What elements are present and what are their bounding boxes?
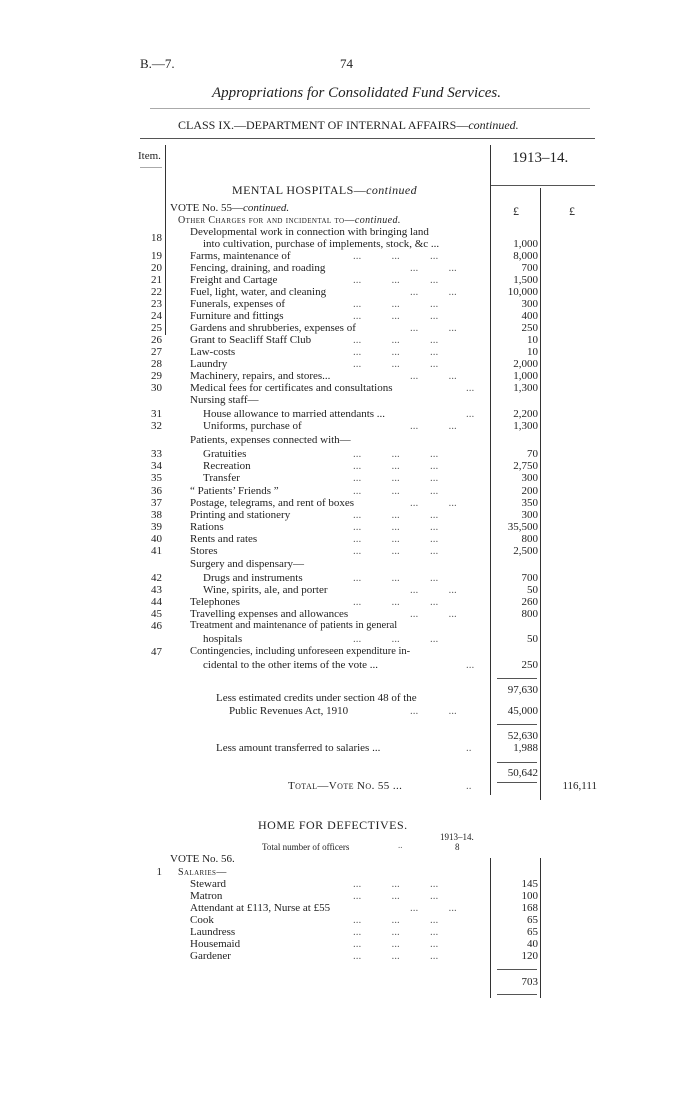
item-amount: 2,500 bbox=[513, 545, 538, 557]
item-description: Freight and Cartage bbox=[190, 274, 278, 286]
vote-56-heading: VOTE No. 56. bbox=[170, 853, 235, 865]
subtotal-rule bbox=[497, 678, 537, 679]
leader-dots: .. bbox=[398, 840, 403, 850]
item-number: 24 bbox=[151, 310, 162, 322]
page-number: 74 bbox=[340, 56, 353, 71]
item-number: 39 bbox=[151, 521, 162, 533]
total-vote-55-amount: 116,111 bbox=[562, 780, 597, 792]
leader-dots: ... ... ... bbox=[353, 310, 439, 322]
item-number: 25 bbox=[151, 322, 162, 334]
item-number: 34 bbox=[151, 460, 162, 472]
leader-dots: ... ... ... bbox=[353, 533, 439, 545]
item-description: Contingencies, including unforeseen expenditure in- bbox=[190, 646, 411, 657]
salary-row-label: Matron bbox=[190, 890, 223, 902]
item-description: Travelling expenses and allowances bbox=[190, 608, 349, 620]
item-number: 37 bbox=[151, 497, 162, 509]
item-number: 43 bbox=[151, 584, 162, 596]
item-amount: 1,000 bbox=[513, 238, 538, 250]
leader-dots: ... ... ... bbox=[353, 878, 439, 890]
less-credits-label: Less estimated credits under section 48 of the bbox=[216, 692, 417, 704]
item-number: 1 bbox=[156, 866, 162, 878]
item-number: 33 bbox=[151, 448, 162, 460]
item-amount: 8,000 bbox=[513, 250, 538, 262]
leader-dots: ... ... ... bbox=[353, 448, 439, 460]
item-amount: 10 bbox=[527, 334, 538, 346]
subtotal-rule bbox=[497, 724, 537, 725]
item-number: 41 bbox=[151, 545, 162, 557]
leader-dots: .. bbox=[466, 780, 472, 792]
item-description: Rents and rates bbox=[190, 533, 258, 545]
salary-row-label: Housemaid bbox=[190, 938, 241, 950]
item-amount: 700 bbox=[521, 262, 538, 274]
item-description-cont: into cultivation, purchase of implements, stock, &c ... bbox=[203, 238, 440, 250]
salaries-total: 703 bbox=[521, 976, 538, 988]
item-description: Rations bbox=[190, 521, 224, 533]
subheading-patients: Patients, expenses connected with— bbox=[190, 434, 351, 446]
item-amount: 10 bbox=[527, 346, 538, 358]
item-number: 46 bbox=[151, 620, 162, 632]
officers-label: Total number of officers bbox=[262, 842, 350, 852]
year-column-header: 1913–14. bbox=[512, 150, 569, 166]
leader-dots: ... ... ... bbox=[353, 334, 439, 346]
officers-count: 8 bbox=[455, 842, 460, 852]
item-number: 28 bbox=[151, 358, 162, 370]
subtotal-rule bbox=[497, 994, 537, 995]
vote-55-heading: VOTE No. 55—continued. bbox=[170, 202, 290, 214]
item-number: 30 bbox=[151, 382, 162, 394]
item-number: 29 bbox=[151, 370, 162, 382]
header-rule bbox=[140, 138, 595, 139]
item-number: 45 bbox=[151, 608, 162, 620]
leader-dots: ... ... bbox=[410, 420, 457, 432]
subheading-nursing-staff: Nursing staff— bbox=[190, 394, 259, 406]
leader-dots: ... ... ... bbox=[353, 485, 439, 497]
page-title: Appropriations for Consolidated Fund Services. bbox=[212, 85, 502, 101]
item-description: Machinery, repairs, and stores... bbox=[190, 370, 331, 382]
item-description: Telephones bbox=[190, 596, 240, 608]
item-number: 36 bbox=[151, 485, 162, 497]
item-description: “ Patients’ Friends ” bbox=[190, 485, 279, 497]
leader-dots: ... ... ... bbox=[353, 250, 439, 262]
section-heading-home-for-defectives: HOME FOR DEFECTIVES. bbox=[258, 818, 408, 832]
leader-dots: ... ... ... bbox=[353, 914, 439, 926]
item-number: 26 bbox=[151, 334, 162, 346]
amount-column-divider bbox=[540, 858, 541, 998]
leader-dots: ... ... ... bbox=[353, 633, 439, 645]
leader-dots: ... bbox=[466, 659, 475, 671]
item-number: 23 bbox=[151, 298, 162, 310]
item-amount: 260 bbox=[521, 596, 538, 608]
leader-dots: ... ... bbox=[410, 286, 457, 298]
item-number: 47 bbox=[151, 646, 162, 658]
item-number: 22 bbox=[151, 286, 162, 298]
net-amount: 50,642 bbox=[507, 767, 538, 779]
item-number: 21 bbox=[151, 274, 162, 286]
item-amount: 50 bbox=[527, 633, 538, 645]
salary-row-amount: 65 bbox=[527, 926, 538, 938]
item-number: 20 bbox=[151, 262, 162, 274]
item-number: 42 bbox=[151, 572, 162, 584]
subtotal-rule bbox=[497, 969, 537, 970]
salary-row-label: Gardener bbox=[190, 950, 231, 962]
item-description: Recreation bbox=[203, 460, 251, 472]
item-description: Gardens and shrubberies, expenses of bbox=[190, 322, 356, 334]
leader-dots: ... ... ... bbox=[353, 472, 439, 484]
item-number: 40 bbox=[151, 533, 162, 545]
item-number: 32 bbox=[151, 420, 162, 432]
item-description: Wine, spirits, ale, and porter bbox=[203, 584, 328, 596]
salary-row-label: Laundress bbox=[190, 926, 236, 938]
subtotal-amount: 97,630 bbox=[507, 684, 538, 696]
item-amount: 350 bbox=[521, 497, 538, 509]
leader-dots: ... ... bbox=[410, 608, 457, 620]
item-description: Farms, maintenance of bbox=[190, 250, 291, 262]
leader-dots: ... ... bbox=[410, 584, 457, 596]
item-description: Treatment and maintenance of patients in general bbox=[190, 620, 398, 631]
divider bbox=[150, 108, 590, 109]
leader-dots: ... ... ... bbox=[353, 298, 439, 310]
leader-dots: ... ... bbox=[410, 902, 457, 914]
item-number: 19 bbox=[151, 250, 162, 262]
leader-dots: ... ... ... bbox=[353, 274, 439, 286]
item-amount: 2,000 bbox=[513, 358, 538, 370]
salary-row-amount: 145 bbox=[521, 878, 538, 890]
leader-dots: ... ... ... bbox=[353, 950, 439, 962]
item-amount: 1,300 bbox=[513, 382, 538, 394]
leader-dots: ... ... ... bbox=[353, 926, 439, 938]
item-description: Grant to Seacliff Staff Club bbox=[190, 334, 312, 346]
salary-row-amount: 168 bbox=[521, 902, 538, 914]
item-description: House allowance to married attendants ... bbox=[203, 408, 386, 420]
section-heading-mental-hospitals: MENTAL HOSPITALS—continued bbox=[232, 183, 418, 197]
salaries-heading: Salaries— bbox=[178, 867, 227, 878]
subtotal-amount: 52,630 bbox=[507, 730, 538, 742]
salary-row-amount: 65 bbox=[527, 914, 538, 926]
item-amount: 300 bbox=[521, 509, 538, 521]
item-description: Gratuities bbox=[203, 448, 247, 460]
item-description: Uniforms, purchase of bbox=[203, 420, 302, 432]
leader-dots: ... ... bbox=[410, 322, 457, 334]
other-charges-heading: Other Charges for and incidental to—continued. bbox=[178, 215, 401, 226]
item-description: Law-costs bbox=[190, 346, 236, 358]
amount-column-divider bbox=[540, 188, 541, 800]
amount-column-left-border bbox=[490, 145, 491, 795]
item-column-divider bbox=[165, 145, 166, 335]
less-transfer-label: Less amount transferred to salaries ... bbox=[216, 742, 381, 754]
leader-dots: ... ... ... bbox=[353, 509, 439, 521]
item-column-header: Item. bbox=[138, 150, 161, 162]
item-description: Transfer bbox=[203, 472, 240, 484]
salary-row-amount: 100 bbox=[521, 890, 538, 902]
item-amount: 400 bbox=[521, 310, 538, 322]
item-number: 35 bbox=[151, 472, 162, 484]
leader-dots: ... ... ... bbox=[353, 346, 439, 358]
item-description: Developmental work in connection with bringing land bbox=[190, 226, 429, 238]
item-amount: 300 bbox=[521, 298, 538, 310]
item-amount: 250 bbox=[521, 322, 538, 334]
item-description: Stores bbox=[190, 545, 218, 557]
leader-dots: ... ... ... bbox=[353, 521, 439, 533]
item-number: 44 bbox=[151, 596, 162, 608]
total-rule bbox=[497, 782, 537, 783]
leader-dots: ... ... bbox=[410, 370, 457, 382]
leader-dots: ... ... ... bbox=[353, 572, 439, 584]
item-amount: 250 bbox=[521, 659, 538, 671]
item-number: 27 bbox=[151, 346, 162, 358]
salary-row-label: Attendant at £113, Nurse at £55 bbox=[190, 902, 331, 914]
leader-dots: ... ... ... bbox=[353, 890, 439, 902]
leader-dots: ... ... ... bbox=[353, 460, 439, 472]
item-amount: 2,200 bbox=[513, 408, 538, 420]
item-description: Postage, telegrams, and rent of boxes bbox=[190, 497, 355, 509]
total-vote-55-label: Total—Vote No. 55 ... bbox=[288, 780, 403, 792]
pound-symbol-2: £ bbox=[569, 204, 575, 218]
item-description-cont: hospitals bbox=[203, 633, 243, 645]
item-amount: 700 bbox=[521, 572, 538, 584]
leader-dots: .. bbox=[466, 742, 472, 754]
item-description: Drugs and instruments bbox=[203, 572, 303, 584]
leader-dots: ... bbox=[466, 382, 475, 394]
item-description: Fuel, light, water, and cleaning bbox=[190, 286, 327, 298]
item-amount: 70 bbox=[527, 448, 538, 460]
item-number: 31 bbox=[151, 408, 162, 420]
amount-column-left-border bbox=[490, 858, 491, 998]
item-number: 18 bbox=[151, 232, 162, 244]
leader-dots: ... ... bbox=[410, 262, 457, 274]
less-credits-amount: 45,000 bbox=[507, 705, 538, 717]
item-description: Medical fees for certificates and consultations bbox=[190, 382, 393, 394]
leader-dots: ... ... ... bbox=[353, 596, 439, 608]
leader-dots: ... ... bbox=[410, 497, 457, 509]
officers-year-header: 1913–14. bbox=[440, 832, 474, 842]
leader-dots: ... ... ... bbox=[353, 938, 439, 950]
item-amount: 1,500 bbox=[513, 274, 538, 286]
item-amount: 800 bbox=[521, 608, 538, 620]
subtotal-rule bbox=[497, 762, 537, 763]
salary-row-label: Steward bbox=[190, 878, 227, 890]
salary-row-amount: 120 bbox=[521, 950, 538, 962]
item-description: Furniture and fittings bbox=[190, 310, 284, 322]
item-amount: 50 bbox=[527, 584, 538, 596]
item-description-cont: cidental to the other items of the vote ... bbox=[203, 659, 379, 671]
item-number: 38 bbox=[151, 509, 162, 521]
item-amount: 2,750 bbox=[513, 460, 538, 472]
item-description: Printing and stationery bbox=[190, 509, 291, 521]
subheading-surgery: Surgery and dispensary— bbox=[190, 558, 305, 570]
item-amount: 200 bbox=[521, 485, 538, 497]
less-transfer-amount: 1,988 bbox=[513, 742, 538, 754]
item-description: Laundry bbox=[190, 358, 228, 370]
class-title: CLASS IX.—DEPARTMENT OF INTERNAL AFFAIRS—continued. bbox=[178, 118, 519, 132]
item-amount: 35,500 bbox=[507, 521, 538, 533]
item-amount: 1,000 bbox=[513, 370, 538, 382]
leader-dots: ... ... ... bbox=[353, 358, 439, 370]
pound-symbol-1: £ bbox=[513, 204, 519, 218]
item-description: Funerals, expenses of bbox=[190, 298, 286, 310]
item-header-rule bbox=[140, 167, 162, 168]
leader-dots: ... ... bbox=[410, 705, 457, 717]
leader-dots: ... bbox=[466, 408, 475, 420]
salary-row-label: Cook bbox=[190, 914, 214, 926]
less-credits-label-cont: Public Revenues Act, 1910 bbox=[229, 705, 349, 717]
item-amount: 1,300 bbox=[513, 420, 538, 432]
document-ref: B.—7. bbox=[140, 56, 175, 71]
item-description: Fencing, draining, and roading bbox=[190, 262, 326, 274]
salary-row-amount: 40 bbox=[527, 938, 538, 950]
item-amount: 10,000 bbox=[507, 286, 538, 298]
leader-dots: ... ... ... bbox=[353, 545, 439, 557]
year-header-rule bbox=[490, 185, 595, 186]
item-amount: 800 bbox=[521, 533, 538, 545]
item-amount: 300 bbox=[521, 472, 538, 484]
